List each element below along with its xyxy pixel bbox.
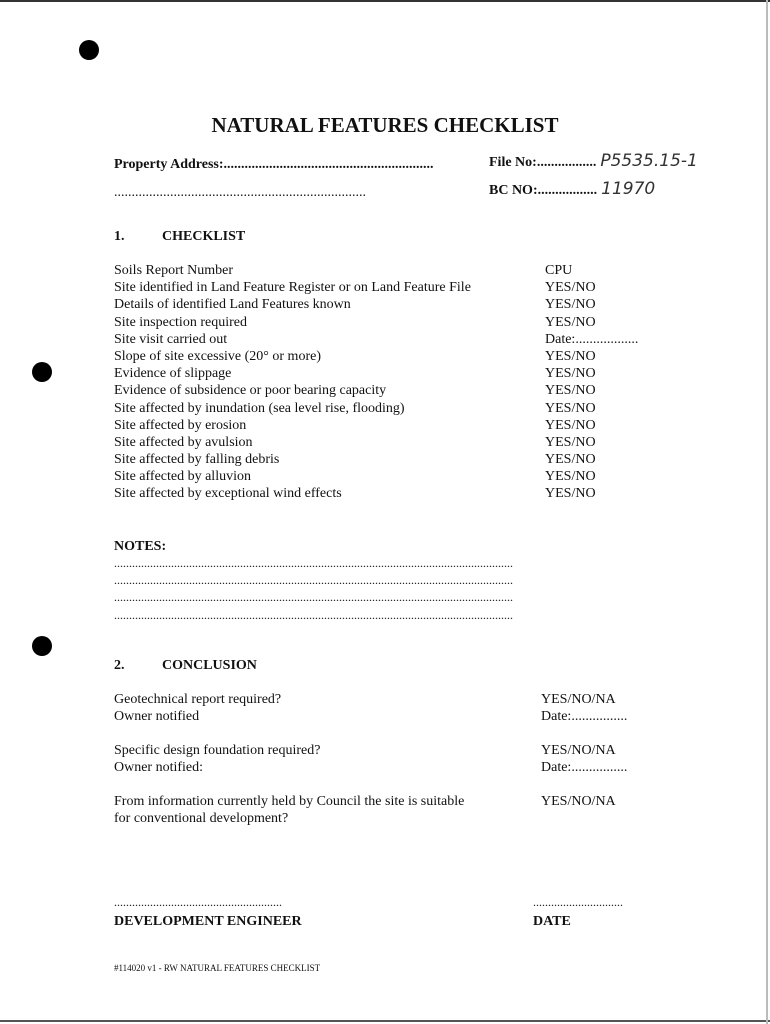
checklist-item-label: Site affected by inundation (sea level rise, flooding) — [114, 400, 405, 416]
date-signature-line: .............................. — [533, 895, 623, 909]
foundation-question: Specific design foundation required? — [114, 743, 321, 758]
checklist-item-value: YES/NO — [545, 297, 596, 313]
date-label: DATE — [533, 914, 571, 929]
checklist-item-value: YES/NO — [545, 417, 596, 433]
checklist-item-label: Site affected by exceptional wind effects — [114, 486, 342, 502]
owner-notified-1: Owner notified — [114, 709, 200, 724]
checklist-item-label: Site affected by alluvion — [114, 469, 251, 485]
checklist-item-value: YES/NO — [545, 486, 596, 502]
checklist-item-label: Slope of site excessive (20° or more) — [114, 348, 321, 364]
checklist-item-label: Evidence of slippage — [114, 366, 232, 382]
checklist-item-label: Details of identified Land Features known — [114, 297, 351, 313]
bc-no-label: BC NO:................. — [489, 182, 598, 198]
checklist-item-label: Site visit carried out — [114, 331, 228, 347]
suitability-value: YES/NO/NA — [541, 794, 616, 809]
section2-number: 2. — [114, 658, 125, 673]
file-no-label: File No:................. — [489, 154, 597, 170]
checklist-item-label: Site affected by falling debris — [114, 452, 280, 468]
checklist-item-value: YES/NO — [545, 383, 596, 399]
scan-edge-right — [766, 0, 768, 1024]
checklist-item-label: Site inspection required — [114, 314, 247, 330]
checklist-item-value: YES/NO — [545, 469, 596, 485]
section2-heading: CONCLUSION — [162, 658, 257, 673]
checklist-labels — [114, 262, 471, 503]
checklist-item-value: CPU — [545, 263, 573, 278]
geotech-value: YES/NO/NA — [541, 692, 616, 707]
notes-line: ..................................................................................................................................... — [114, 607, 513, 622]
bc-no-value: 11970 — [601, 179, 656, 199]
checklist-item-value: YES/NO — [545, 452, 596, 468]
checklist-item-value: YES/NO — [545, 400, 596, 416]
scan-edge-bottom — [0, 1020, 770, 1022]
checklist-item-value: YES/NO — [545, 348, 596, 364]
checklist-item-value: YES/NO — [545, 314, 596, 330]
notes-line: ..................................................................................................................................... — [114, 573, 513, 588]
punch-hole — [32, 362, 52, 382]
checklist-item-label: Site identified in Land Feature Register or on Land Feature File — [114, 280, 471, 296]
checklist-item-value: Date:.................. — [545, 331, 639, 347]
checklist-item-value: YES/NO — [545, 434, 596, 450]
section1-number: 1. — [114, 229, 125, 244]
section1-heading: CHECKLIST — [162, 229, 246, 244]
checklist-item-label: Site affected by avulsion — [114, 434, 253, 450]
punch-hole — [32, 636, 52, 656]
suitability-question-line1: From information currently held by Council the site is suitable — [114, 794, 465, 809]
property-address-label: Property Address:............................................................ — [114, 157, 434, 172]
punch-hole — [79, 40, 99, 60]
owner-notified-2: Owner notified: — [114, 760, 204, 775]
file-no-value: P5535.15-1 — [600, 151, 698, 171]
checklist-item-label: Site affected by erosion — [114, 417, 247, 433]
footer-reference: #114020 v1 - RW NATURAL FEATURES CHECKLIST — [114, 963, 321, 973]
notes-line: ..................................................................................................................................... — [114, 590, 513, 605]
checklist-item-label: Soils Report Number — [114, 263, 233, 278]
checklist-item-value: YES/NO — [545, 280, 596, 296]
address-line-2: ........................................................................ — [114, 185, 366, 200]
page-title: NATURAL FEATURES CHECKLIST — [211, 113, 559, 137]
foundation-value: YES/NO/NA — [541, 743, 616, 758]
scan-edge-top — [0, 0, 770, 2]
owner-notified-2-date: Date:................ — [541, 760, 628, 775]
owner-notified-1-date: Date:................ — [541, 709, 628, 724]
file-no-field — [489, 151, 698, 171]
checklist-values — [545, 262, 638, 503]
suitability-question-line2: for conventional development? — [114, 811, 289, 826]
notes-lines — [114, 555, 513, 624]
geotech-question: Geotechnical report required? — [114, 692, 282, 707]
engineer-label: DEVELOPMENT ENGINEER — [114, 914, 302, 929]
bc-no-field — [489, 179, 655, 199]
notes-heading: NOTES: — [114, 539, 167, 554]
checklist-item-label: Evidence of subsidence or poor bearing capacity — [114, 383, 387, 399]
notes-line: ..................................................................................................................................... — [114, 556, 513, 570]
checklist-item-value: YES/NO — [545, 366, 596, 382]
engineer-signature-line: ........................................................ — [114, 895, 282, 909]
